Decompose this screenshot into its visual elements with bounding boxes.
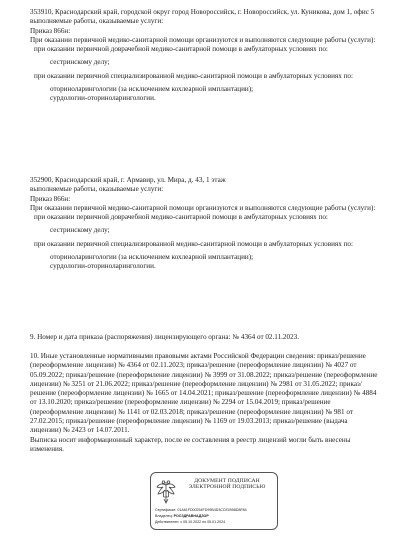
- order-ref: Приказ 866н:: [30, 26, 71, 35]
- outpatient-premed-text: при оказании первичной доврачебной медико-санитарной помощи в амбулаторных условиях по:: [34, 45, 328, 54]
- otorhino-text: оториноларингологии (за исключением кохлеарной имплантации);: [50, 85, 254, 94]
- specialized-text: при оказании первичной специализированной медико-санитарной помощи в амбулаторных условиях по:: [34, 71, 353, 80]
- closing-note: [30, 436, 380, 455]
- stamp-title: [181, 478, 273, 491]
- outpatient-premed-text: при оказании первичной доврачебной медико-санитарной помощи в амбулаторных условиях по:: [34, 213, 328, 222]
- services-label: выполняемые работы, оказываемые услуги:: [30, 185, 164, 194]
- owner-value: РОСЗДРАВНАДЗОР: [173, 514, 209, 519]
- valid-label: Действителен:: [155, 520, 180, 525]
- address-line: 352900, Краснодарский край, г. Армавир, ул. Мира, д. 43, 1 этаж: [30, 176, 226, 184]
- russia-coat-of-arms-icon: [155, 479, 177, 505]
- primary-care-text: При оказании первичной медико-санитарной помощи организуются и выполняются следующие работы (услуги):: [30, 35, 376, 44]
- owner-label: Владелец:: [155, 514, 173, 519]
- nursing-text: сестринскому делу;: [50, 58, 110, 67]
- cert-label: Сертификат:: [155, 508, 177, 512]
- closing-text: Выписка носит информационный характер, после ее составления в реестр лицензий могли быть внесены изменения.: [30, 436, 351, 454]
- cert-value: 01A61FD00254FD99B4D3CCE0958D8F84: [177, 508, 247, 512]
- item-10: [30, 352, 380, 436]
- primary-care-text: При оказании первичной медико-санитарной помощи организуются и выполняются следующие работы (услуги):: [30, 203, 376, 212]
- item-9: [30, 333, 380, 342]
- otorhino-text: оториноларингологии (за исключением кохлеарной имплантации);: [50, 253, 254, 262]
- address-block-1: [30, 8, 380, 104]
- stamp-validity: [155, 519, 274, 525]
- stamp-title-line-1: ДОКУМЕНТ ПОДПИСАН: [194, 478, 260, 484]
- specialized-text: при оказании первичной специализированной медико-санитарной помощи в амбулаторных условиях по:: [34, 239, 353, 248]
- surdology-text: сурдологии-оториноларингологии.: [50, 262, 156, 271]
- e-signature-stamp: [150, 472, 278, 530]
- order-ref: Приказ 866н:: [30, 194, 71, 203]
- stamp-meta: [155, 507, 274, 526]
- nursing-text: сестринскому делу;: [50, 226, 110, 235]
- address-block-2: [30, 176, 380, 272]
- surdology-text: сурдологии-оториноларингологии.: [50, 94, 156, 103]
- order-number-text: 9. Номер и дата приказа (распоряжения) лицензирующего органа: № 4364 от 02.11.2023.: [30, 333, 300, 341]
- valid-value: с 05.10.2022 по 05.01.2024: [180, 520, 226, 525]
- stamp-title-line-2: ЭЛЕКТРОННОЙ ПОДПИСЬЮ: [188, 484, 266, 491]
- address-line: 353910, Краснодарский край, городской округ город Новороссийск, г. Новороссийск, ул. Куникова, дом 1, офис 5: [30, 8, 375, 16]
- other-info-text: 10. Иные установленные нормативными правовыми актами Российской Федерации сведения: приказ/решение (переоформление лицензии) № 4364 от 02.11.2023; приказ/решение (переоформление лицензии) № 4027 от 05.09.2022; приказ/решение (переоформление лицензии) № 3999 от 31.08.2022; приказ/решение (переоформление лицензии) № 3251 от 21.06.2022; приказ/решение (переоформление лицензии) № 2981 от 31.05.2022; приказ/решение (переоформление лицензии) № 1665 от 14.04.2021; приказ/решение (переоформление лицензии) № 4884 от 13.10.2020; приказ/решение (переоформление лицензии) № 2294 от 15.04.2019; приказ/решение (переоформление лицензии) № 1141 от 02.03.2018; приказ/решение (переоформление лицензии) № 981 от 27.02.2015; приказ/решение (переоформление лицензии) № 1169 от 19.03.2013; приказ/решение (выдача лицензии) № 2423 от 14.07.2011.: [30, 352, 378, 435]
- services-label: выполняемые работы, оказываемые услуги:: [30, 17, 164, 26]
